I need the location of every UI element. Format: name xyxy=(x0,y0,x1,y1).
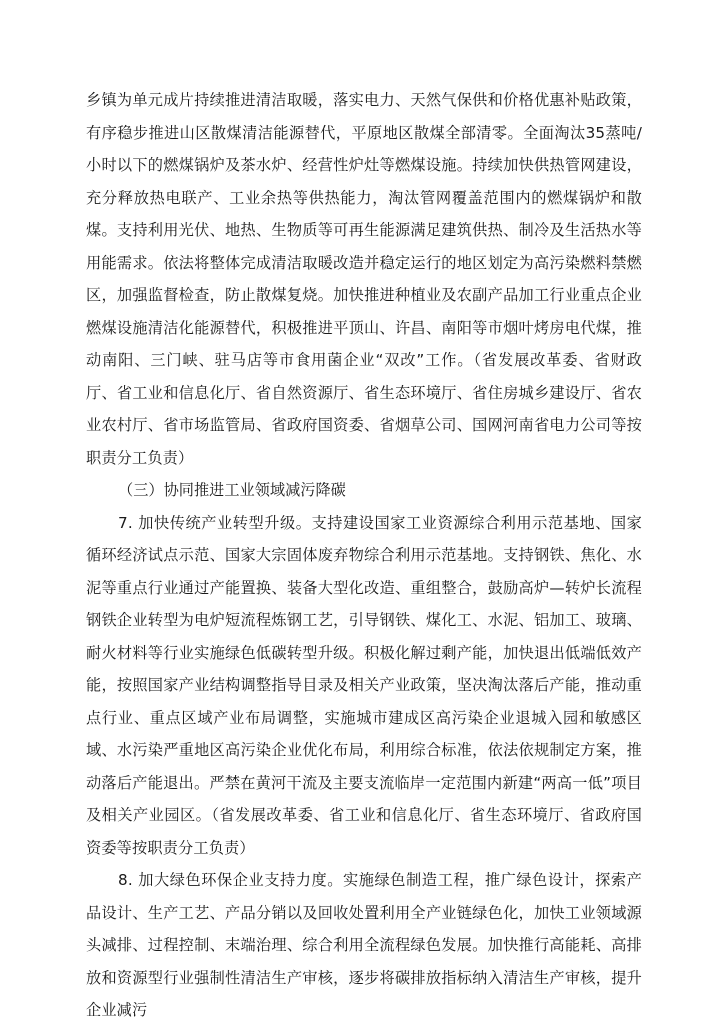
section-heading: （三）协同推进工业领域减污降碳 xyxy=(118,481,346,499)
document-page xyxy=(86,84,642,1027)
paragraph-continuation: 乡镇为单元成片持续推进清洁取暖，落实电力、天然气保供和价格优惠补贴政策，有序稳步推进山区散煤清洁能源替代，平原地区散煤全部清零。全面淘汰35蒸吨/小时以下的燃煤锅炉及茶水炉、经营性炉灶等燃煤设施。持续加快供热管网建设，充分释放热电联产、工业余热等供热能力，淘汰管网覆盖范围内的燃煤锅炉和散煤。支持利用光伏、地热、生物质等可再生能源满足建筑供热、制冷及生活热水等用能需求。依法将整体完成清洁取暖改造并稳定运行的地区划定为高污染燃料禁燃区，加强监督检查，防止散煤复烧。加快推进种植业及农副产品加工行业重点企业燃煤设施清洁化能源替代，积极推进平顶山、许昌、南阳等市烟叶烤房电代煤，推动南阳、三门峡、驻马店等市食用菌企业“双改”工作。（省发展改革委、省财政厅、省工业和信息化厅、省自然资源厅、省生态环境厅、省住房城乡建设厅、省农业农村厅、省市场监管局、省政府国资委、省烟草公司、国网河南省电力公司等按职责分工负责） xyxy=(86,91,642,467)
paragraph-item-7: 7. 加快传统产业转型升级。支持建设国家工业资源综合利用示范基地、国家循环经济试点示范、国家大宗固体废弃物综合利用示范基地。支持钢铁、焦化、水泥等重点行业通过产能置换、装备大型化改造、重组整合，鼓励高炉—转炉长流程钢铁企业转型为电炉短流程炼钢工艺，引导钢铁、煤化工、水泥、铝加工、玻璃、耐火材料等行业实施绿色低碳转型升级。积极化解过剩产能，加快退出低端低效产能，按照国家产业结构调整指导目录及相关产业政策，坚决淘汰落后产能，推动重点行业、重点区域产业布局调整，实施城市建成区高污染企业退城入园和敏感区域、水污染严重地区高污染企业优化布局，利用综合标准，依法依规制定方案，推动落后产能退出。严禁在黄河干流及主要支流临岸一定范围内新建“两高一低”项目及相关产业园区。（省发展改革委、省工业和信息化厅、省生态环境厅、省政府国资委等按职责分工负责） xyxy=(86,513,642,857)
paragraph-item-8: 8. 加大绿色环保企业支持力度。实施绿色制造工程，推广绿色设计，探索产品设计、生产工艺、产品分销以及回收处置利用全产业链绿色化，加快工业领域源头减排、过程控制、末端治理、综合利用全流程绿色发展。加快推行高能耗、高排放和资源型行业强制性清洁生产审核，逐步将碳排放指标纳入清洁生产审核，提升企业减污 xyxy=(86,871,642,1019)
